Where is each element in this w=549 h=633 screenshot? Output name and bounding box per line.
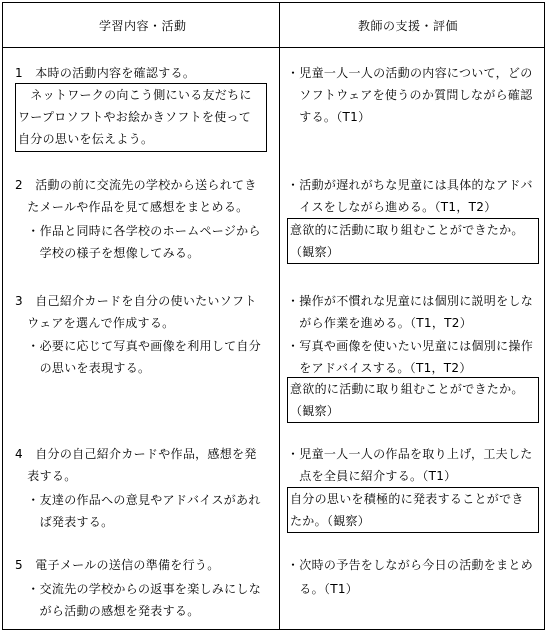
step-4-line: 4 自分の自己紹介カードや作品，感想を発	[15, 447, 257, 461]
evaluation-box-4	[287, 487, 539, 533]
step-5-line: がら活動の感想を発表する。	[15, 604, 200, 618]
step-5-line: ・交流先の学校からの返事を楽しみにしな	[15, 582, 262, 596]
evaluation-box-3	[287, 377, 539, 423]
support-3-line: ・操作が不慣れな児童には個別に説明をしな	[287, 294, 534, 308]
step-1-title: 1 本時の活動内容を確認する。	[15, 66, 196, 80]
step-4-line: ・友達の作品への意見やアドバイスがあれ	[15, 493, 261, 507]
step-5-line: 5 電子メールの送信の準備を行う。	[15, 558, 220, 572]
support-1-line: ・児童一人一人の活動の内容について，どの	[287, 66, 533, 80]
step-2-line: 2 活動の前に交流先の学校から送られてき	[15, 178, 257, 192]
support-2-line: ・活動が遅れがちな児童には具体的なアドバ	[287, 178, 533, 192]
goal-line: 自分の思いを伝えよう。	[18, 132, 154, 146]
header-learning-content: 学習内容・活動	[99, 19, 187, 33]
support-5-line: ・次時の予告をしながら今日の活動をまとめ	[287, 558, 534, 572]
evaluation-line: 意欲的に活動に取り組むことができたか。	[290, 382, 524, 396]
support-4-line: ・児童一人一人の作品を取り上げ，工夫した	[287, 447, 533, 461]
evaluation-line: （観察）	[290, 245, 340, 259]
goal-line: ワープロソフトやお絵かきソフトを使って	[18, 110, 252, 124]
column-divider	[279, 3, 280, 629]
header-divider	[3, 47, 544, 48]
support-2-line: イスをしながら進める。（T1，T2）	[287, 200, 497, 214]
lesson-plan-table	[2, 2, 545, 630]
support-3-line: をアドバイスする。（T1，T2）	[287, 361, 472, 375]
evaluation-line: 自分の思いを積極的に発表することができ	[290, 492, 524, 506]
evaluation-line: （観察）	[290, 404, 340, 418]
support-1-line: ソフトウェアを使うのか質問しながら確認	[287, 88, 533, 102]
step-2-line: ・作品と同時に各学校のホームページから	[15, 224, 261, 238]
step-3-line: の思いを表現する。	[15, 361, 151, 375]
support-5-line: る。（T1）	[287, 582, 359, 596]
evaluation-line: 意欲的に活動に取り組むことができたか。	[290, 223, 524, 237]
step-1-goal-box	[15, 83, 267, 152]
step-4-line: ば発表する。	[15, 515, 114, 529]
step-3-line: ウェアを選んで作成する。	[15, 316, 175, 330]
goal-line: ネットワークの向こう側にいる友だちに	[18, 88, 252, 102]
step-2-line: 学校の様子を想像してみる。	[15, 246, 200, 260]
step-3-line: ・必要に応じて写真や画像を利用して自分	[15, 339, 262, 353]
step-2-line: たメールや作品を見て感想をまとめる。	[15, 200, 249, 214]
evaluation-box-2	[287, 218, 539, 264]
header-teacher-support: 教師の支援・評価	[358, 19, 459, 33]
step-3-line: 3 自己紹介カードを自分の使いたいソフト	[15, 294, 257, 308]
support-4-line: 点を全員に紹介する。（T1）	[287, 469, 457, 483]
support-3-line: がら作業を進める。（T1，T2）	[287, 316, 473, 330]
evaluation-line: たか。（観察）	[290, 514, 371, 528]
support-3-line: ・写真や画像を使いたい児童には個別に操作	[287, 339, 534, 353]
support-1-line: する。（T1）	[287, 110, 371, 124]
step-4-line: 表する。	[15, 469, 77, 483]
